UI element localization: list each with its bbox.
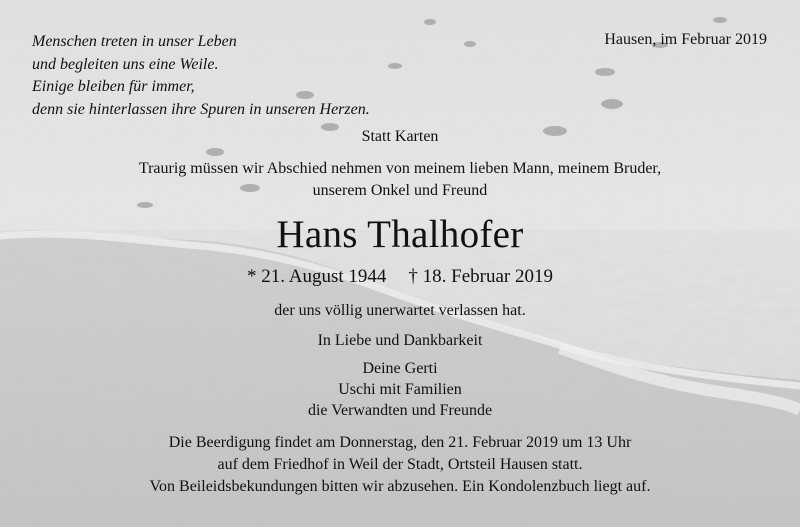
memorial-poem [32,31,370,121]
life-dates [0,266,800,288]
mourner-line: die Verwandten und Freunde [307,402,493,419]
funeral-info-line: Die Beerdigung findet am Donnerstag, den 21. Februar 2019 um 13 Uhr [168,434,632,451]
passing-sentence: der uns völlig unerwartet verlassen hat. [274,302,526,319]
mourner-line: Uschi mit Familien [338,381,462,398]
closing-phrase: In Liebe und Dankbarkeit [317,332,483,349]
poem-line: und begleiten uns eine Weile. [32,55,219,73]
funeral-info-line: Von Beileidsbekundungen bitten wir abzusehen. Ein Kondolenzbuch liegt auf. [149,478,651,495]
poem-line: denn sie hinterlassen ihre Spuren in unseren Herzen. [32,100,370,118]
death-date: † 18. Februar 2019 [408,266,553,287]
place-date: Hausen, im Februar 2019 [604,31,767,48]
deceased-name: Hans Thalhofer [276,213,524,256]
statt-karten-note: Statt Karten [361,128,439,145]
birth-date: * 21. August 1944 [247,266,387,287]
intro-line: unserem Onkel und Freund [312,182,488,199]
mourner-line: Deine Gerti [362,360,438,377]
poem-line: Menschen treten in unser Leben [32,33,237,50]
intro-line: Traurig müssen wir Abschied nehmen von meinem lieben Mann, meinem Bruder, [138,160,662,177]
poem-line: Einige bleiben für immer, [32,78,195,95]
funeral-info-line: auf dem Friedhof in Weil der Stadt, Ortsteil Hausen statt. [217,456,583,473]
